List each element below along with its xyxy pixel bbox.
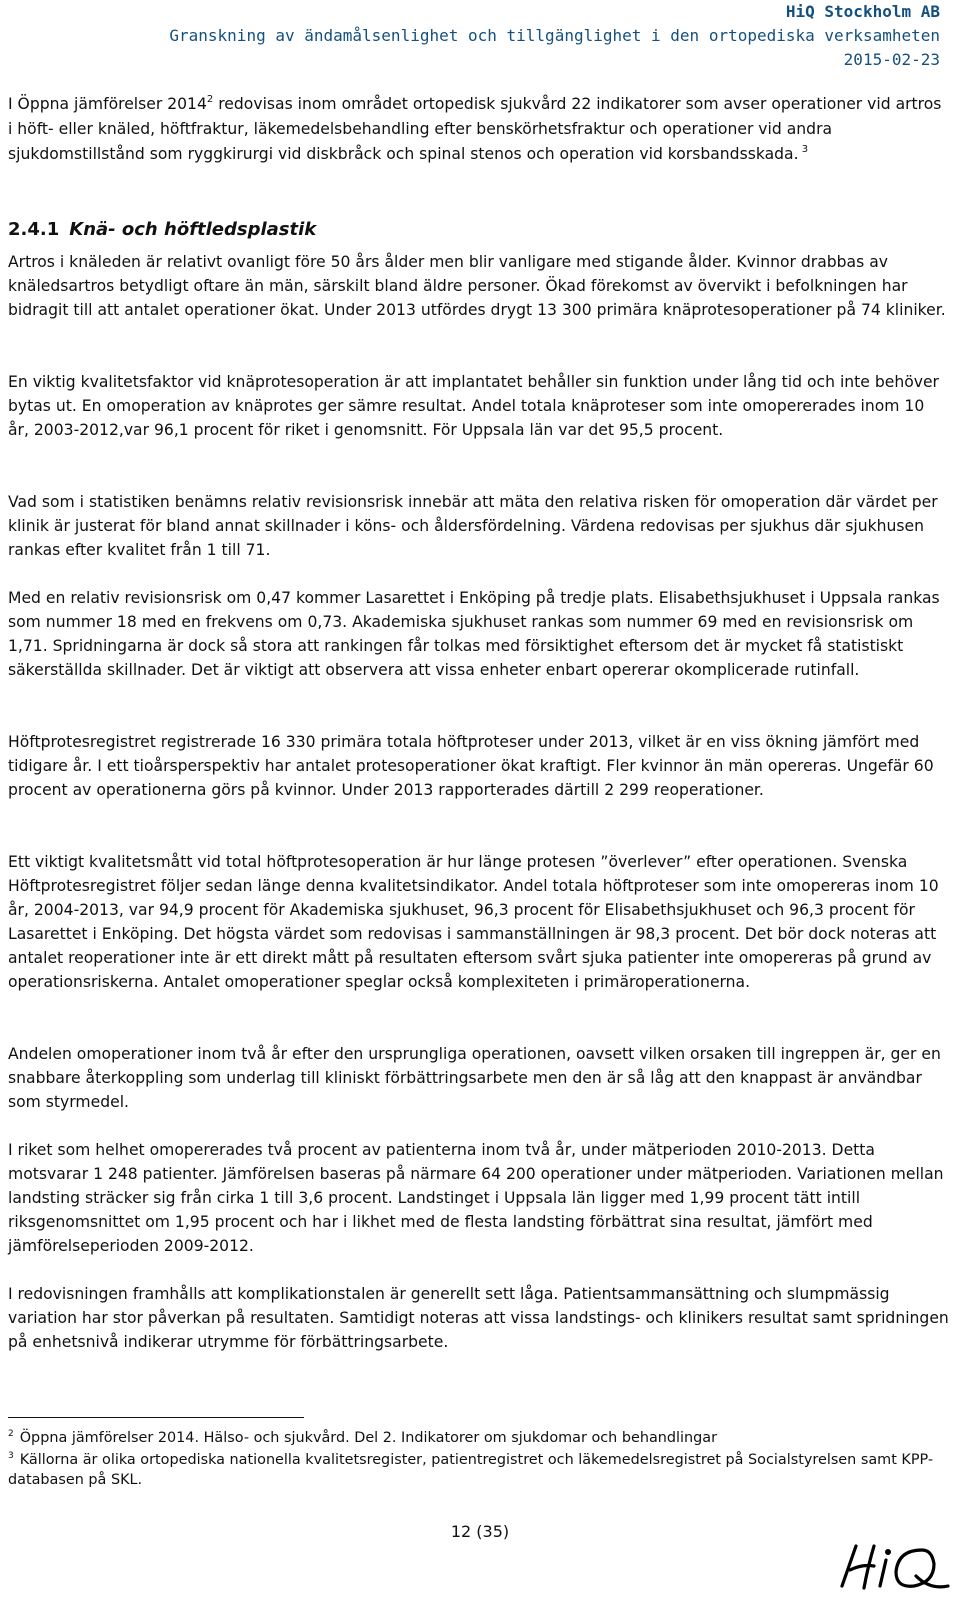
section-number: 2.4.1 [8,219,60,240]
footnote-ref[interactable]: 3 [798,144,809,155]
intro-text-start: I Öppna jämförelser 2014 [8,95,207,113]
body-paragraph: Ett viktigt kvalitetsmått vid total höftprotesoperation är hur länge protesen ”överlever” efter operationen. Svenska Höftprotesregistret följer sedan länge denna kvalitetsindikator. Andel totala höftproteser som inte omopereras inom 10 år, 2004-2013, var 94,9 procent för Akademiska sjukhuset, 96,3 procent för Elisabethsjukhuset och 96,3 procent för Lasarettet i Enköping. Det högsta värdet som redovisas i sammanställningen är 98,3 procent. Det bör dock noteras att antalet reoperationer inte är ett direkt mått på resultaten eftersom svårt sjuka patienter inte omopereras på grund av operationsriskerna. Antalet omoperationer speglar också komplexiteten i primäroperationerna. [8,853,939,991]
section-heading [8,216,316,244]
hiq-logo [834,1516,952,1596]
report-title: Granskning av ändamålsenlighet och tillgänglighet i den ortopediska verksamheten [169,26,940,45]
section-title: Knä- och höftledsplastik [69,219,317,240]
intro-text-rest: redovisas inom området ortopedisk sjukvård 22 indikatorer som avser operationer vid artros i höft- eller knäled, höftfraktur, läkemedelsbehandling efter benskörhetsfraktur och operationer vid andra sjukdomstillstånd som ryggkirurgi vid diskbråck och spinal stenos och operation vid korsbandsskada. [8,95,942,163]
report-date: 2015-02-23 [843,50,940,69]
page-number: 12 (35) [450,1522,510,1541]
body-paragraph: Vad som i statistiken benämns relativ revisionsrisk innebär att mäta den relativa risken för omoperation där värdet per klinik är justerat för bland annat skillnader i köns- och åldersfördelning. Värdena redovisas per sjukhus där sjukhusen rankas efter kvalitet från 1 till 71. [8,493,938,559]
company-name: HiQ Stockholm AB [785,2,940,21]
body-paragraph: I riket som helhet omopererades två procent av patienterna inom två år, under mätperioden 2010-2013. Detta motsvarar 1 248 patienter. Jämförelsen baseras på närmare 64 200 operationer under mätperioden. Variationen mellan landsting sträcker sig från cirka 1 till 3,6 procent. Landstinget i Uppsala län ligger med 1,99 procent tätt intill riksgenomsnittet om 1,95 procent och har i likhet med de flesta landsting förbättrat sina resultat, jämfört med jämförelseperioden 2009-2012. [8,1141,944,1255]
footnote-text: Öppna jämförelser 2014. Hälso- och sjukvård. Del 2. Indikatorer om sjukdomar och behandlingar [19,1430,718,1446]
body-paragraph: Höftprotesregistret registrerade 16 330 primära totala höftproteser under 2013, vilket är en viss ökning jämfört med tidigare år. I ett tioårsperspektiv har antalet protesoperationer ökat kraftigt. Fler kvinnor än män opereras. Ungefär 60 procent av operationerna görs på kvinnor. Under 2013 rapporterades därtill 2 299 reoperationer. [8,733,934,799]
footnote [8,1428,948,1448]
body-paragraph: En viktig kvalitetsfaktor vid knäprotesoperation är att implantatet behåller sin funktion under lång tid och inte behöver bytas ut. En omoperation av knäprotes ger sämre resultat. Andel totala knäproteser som inte omopererades inom 10 år, 2003-2012,var 96,1 procent för riket i genomsnitt. För Uppsala län var det 95,5 procent. [8,373,939,439]
page-header [169,0,940,72]
body-paragraph: Andelen omoperationer inom två år efter den ursprungliga operationen, oavsett vilken orsaken till ingreppen är, ger en snabbare återkoppling som underlag till kliniskt förbättringsarbete men den är så låg att den knappast är användbar som styrmedel. [8,1045,941,1111]
body-paragraph: Artros i knäleden är relativt ovanligt före 50 års ålder men blir vanligare med stigande ålder. Kvinnor drabbas av knäledsartros betydligt oftare än män, särskilt bland äldre personer. Ökad förekomst av övervikt i befolkningen har bidragit till att antalet operationer ökat. Under 2013 utfördes drygt 13 300 primära knäprotesoperationer på 74 kliniker. [8,253,946,319]
footnote-text: Källorna är olika ortopediska nationella kvalitetsregister, patientregistret och läkemedelsregistret på Socialstyrelsen samt KPP-databasen på SKL. [8,1452,934,1488]
footnote-divider [8,1417,304,1418]
footnote-number: 3 [8,1451,14,1461]
body-paragraph: Med en relativ revisionsrisk om 0,47 kommer Lasarettet i Enköping på tredje plats. Elisabethsjukhuset i Uppsala rankas som nummer 18 med en frekvens om 0,73. Akademiska sjukhuset rankas som nummer 69 med en revisionsrisk om 1,71. Spridningarna är dock så stora att rankingen får tolkas med försiktighet eftersom det är mycket få statistiskt säkerställda skillnader. Det är viktigt att observera att vissa enheter enbart opererar okomplicerade rutinfall. [8,589,940,679]
footnote-number: 2 [8,1429,14,1439]
footnote-ref[interactable]: 2 [206,94,214,105]
intro-paragraph [8,92,948,167]
footnote [8,1450,948,1490]
body-paragraph: I redovisningen framhålls att komplikationstalen är generellt sett låga. Patientsammansättning och slumpmässig variation har stor påverkan på resultaten. Samtidigt noteras att vissa landstings- och klinikers resultat samt spridningen på enhetsnivå indikerar utrymme för förbättringsarbete. [8,1285,949,1351]
